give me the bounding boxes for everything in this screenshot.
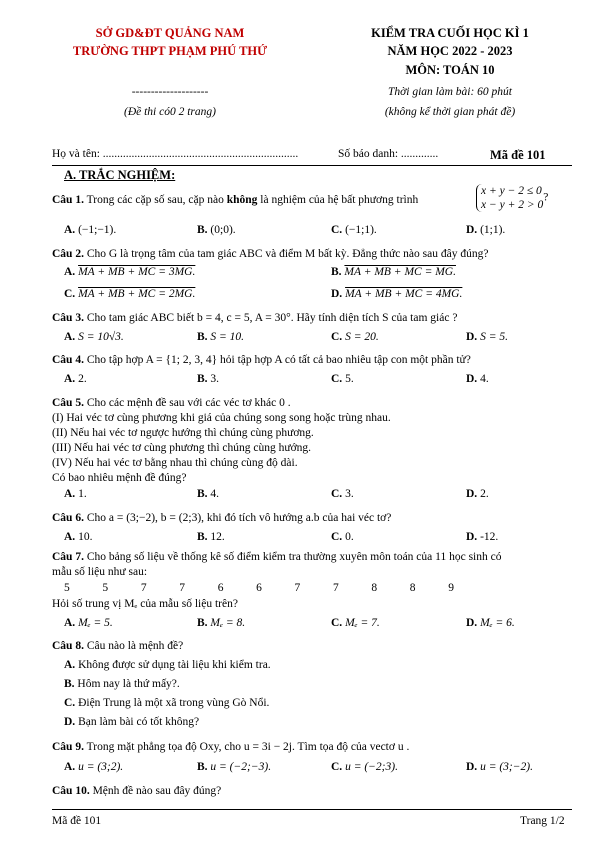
q8-option-b[interactable]: B. Hôm nay là thứ mấy?. <box>64 678 180 690</box>
q4-option-d[interactable]: D. 4. <box>466 373 489 385</box>
q8-option-c[interactable]: C. Điện Trung là một xã trong vùng Gò Nổi. <box>64 697 270 709</box>
question-6: Câu 6. Cho a = (3;−2), b = (2;3), khi đó tích vô hướng a.b của hai véc tơ? <box>52 512 392 524</box>
q5-option-d[interactable]: D. 2. <box>466 488 489 500</box>
q3-option-a[interactable]: A. S = 10√3. <box>64 331 124 343</box>
page-number: Trang 1/2 <box>520 815 565 827</box>
sample-value: 9 <box>448 582 454 594</box>
q3-option-c[interactable]: C. S = 20. <box>331 331 379 343</box>
school-year: NĂM HỌC 2022 - 2023 <box>387 44 513 58</box>
q5-option-b[interactable]: B. 4. <box>197 488 220 500</box>
q6-option-b[interactable]: B. 12. <box>197 531 225 543</box>
q2-option-b[interactable]: B. MA + MB + MC = MG. <box>331 266 456 278</box>
sample-value: 7 <box>332 582 339 594</box>
q5-option-c[interactable]: C. 3. <box>331 488 354 500</box>
footer-exam-code: Mã đề 101 <box>52 815 102 827</box>
sample-value: 7 <box>179 582 186 594</box>
page-count-note: (Đề thi có0 2 trang) <box>124 106 216 118</box>
header-divider <box>52 165 572 166</box>
statement-1: (I) Hai véc tơ cùng phương khi giá của chúng song song hoặc trùng nhau. <box>52 412 391 424</box>
sample-value: 7 <box>140 582 147 594</box>
q6-option-d[interactable]: D. -12. <box>466 531 499 543</box>
q7-option-d[interactable]: D. Mₑ = 6. <box>466 617 515 629</box>
data-sample <box>64 582 454 594</box>
header-dashes: -------------------- <box>131 86 209 98</box>
question-4: Câu 4. Cho tập hợp A = {1; 2, 3, 4} hỏi tập hợp A có tất cả bao nhiêu tập con một phần tử? <box>52 354 471 366</box>
statement-2: (II) Nếu hai véc tơ ngược hướng thì chúng cùng phương. <box>52 427 314 439</box>
q9-option-d[interactable]: D. u = (3;−2). <box>466 761 533 773</box>
time-limit: Thời gian làm bài: 60 phút <box>387 86 513 98</box>
question-1: Câu 1. Trong các cặp số sau, cặp nào không là nghiệm của hệ bất phương trình <box>52 194 419 206</box>
subject: MÔN: TOÁN 10 <box>405 63 495 77</box>
q1-option-d[interactable]: D. (1;1). <box>466 224 506 236</box>
time-note: (không kể thời gian phát đề) <box>384 106 516 118</box>
sample-value: 6 <box>256 582 262 594</box>
org-line-2: TRƯỜNG THPT PHẠM PHÚ THỨ <box>72 44 268 58</box>
q8-option-a[interactable]: A. Không được sử dụng tài liệu khi kiểm tra. <box>64 659 271 671</box>
question-10: Câu 10. Mệnh đề nào sau đây đúng? <box>52 785 222 797</box>
q9-option-a[interactable]: A. u = (3;2). <box>64 761 124 773</box>
q4-option-c[interactable]: C. 5. <box>331 373 354 385</box>
question-7: Câu 7. Cho bảng số liệu về thống kê số điểm kiểm tra thường xuyên môn toán của 11 học sinh có <box>52 551 502 563</box>
q6-option-a[interactable]: A. 10. <box>64 531 93 543</box>
sample-value: 5 <box>64 582 70 594</box>
question-7-ask: Hỏi số trung vị Mₑ của mẫu số liệu trên? <box>52 598 238 610</box>
q4-option-b[interactable]: B. 3. <box>197 373 220 385</box>
question-8: Câu 8. Câu nào là mệnh đề? <box>52 640 184 652</box>
q5-option-a[interactable]: A. 1. <box>64 488 87 500</box>
sample-value: 8 <box>371 582 378 594</box>
sample-value: 7 <box>294 582 301 594</box>
section-title: A. TRẮC NGHIỆM: <box>64 168 176 182</box>
sample-value: 8 <box>409 582 416 594</box>
q4-option-a[interactable]: A. 2. <box>64 373 87 385</box>
question-7-cont: mẫu số liệu như sau: <box>52 566 148 578</box>
org-line-1: SỞ GD&ĐT QUẢNG NAM <box>95 26 245 40</box>
question-3: Câu 3. Cho tam giác ABC biết b = 4, c = 5, A = 30°. Hãy tính diện tích S của tam giác ? <box>52 312 458 324</box>
question-2: Câu 2. Cho G là trọng tâm của tam giác ABC và điểm M bất kỳ. Đẳng thức nào sau đây đúng? <box>52 248 489 260</box>
q2-option-c[interactable]: C. MA + MB + MC = 2MG. <box>64 288 196 300</box>
q1-option-b[interactable]: B. (0;0). <box>197 224 236 236</box>
q8-option-d[interactable]: D. Bạn làm bài có tốt không? <box>64 716 200 728</box>
footer-divider <box>52 809 572 810</box>
q3-option-b[interactable]: B. S = 10. <box>197 331 245 343</box>
q2-option-d[interactable]: D. MA + MB + MC = 4MG. <box>331 288 463 300</box>
q1-option-c[interactable]: C. (−1;1). <box>331 224 377 236</box>
student-id-field: Số báo danh: ............. <box>338 148 439 160</box>
question-5: Câu 5. Cho các mệnh đề sau với các véc tơ khác 0 . <box>52 397 291 409</box>
student-name-field: Họ và tên: .................................................................... <box>52 148 299 160</box>
q9-option-c[interactable]: C. u = (−2;3). <box>331 761 398 773</box>
question-9: Câu 9. Trong mặt phẳng tọa độ Oxy, cho u = 3i − 2j. Tìm tọa độ của vectơ u . <box>52 741 410 753</box>
q7-option-c[interactable]: C. Mₑ = 7. <box>331 617 380 629</box>
sample-value: 6 <box>217 582 224 594</box>
q3-option-d[interactable]: D. S = 5. <box>466 331 508 343</box>
inequality-system: x + y − 2 ≤ 0 x − y + 2 > 0? <box>476 184 548 212</box>
q9-option-b[interactable]: B. u = (−2;−3). <box>197 761 272 773</box>
statement-3: (III) Nếu hai véc tơ cùng phương thì chúng cùng hướng. <box>52 442 312 454</box>
statement-4: (IV) Nếu hai véc tơ bằng nhau thì chúng cùng độ dài. <box>52 457 298 469</box>
q6-option-c[interactable]: C. 0. <box>331 531 354 543</box>
question-5-ask: Có bao nhiêu mệnh đề đúng? <box>52 472 187 484</box>
q7-option-a[interactable]: A. Mₑ = 5. <box>64 617 113 629</box>
exam-code: Mã đề 101 <box>490 148 546 162</box>
q7-option-b[interactable]: B. Mₑ = 8. <box>197 617 246 629</box>
q2-option-a[interactable]: A. MA + MB + MC = 3MG. <box>64 266 196 278</box>
exam-title: KIỂM TRA CUỐI HỌC KÌ 1 <box>371 26 529 40</box>
sample-value: 5 <box>102 582 109 594</box>
q1-option-a[interactable]: A. (−1;−1). <box>64 224 117 236</box>
